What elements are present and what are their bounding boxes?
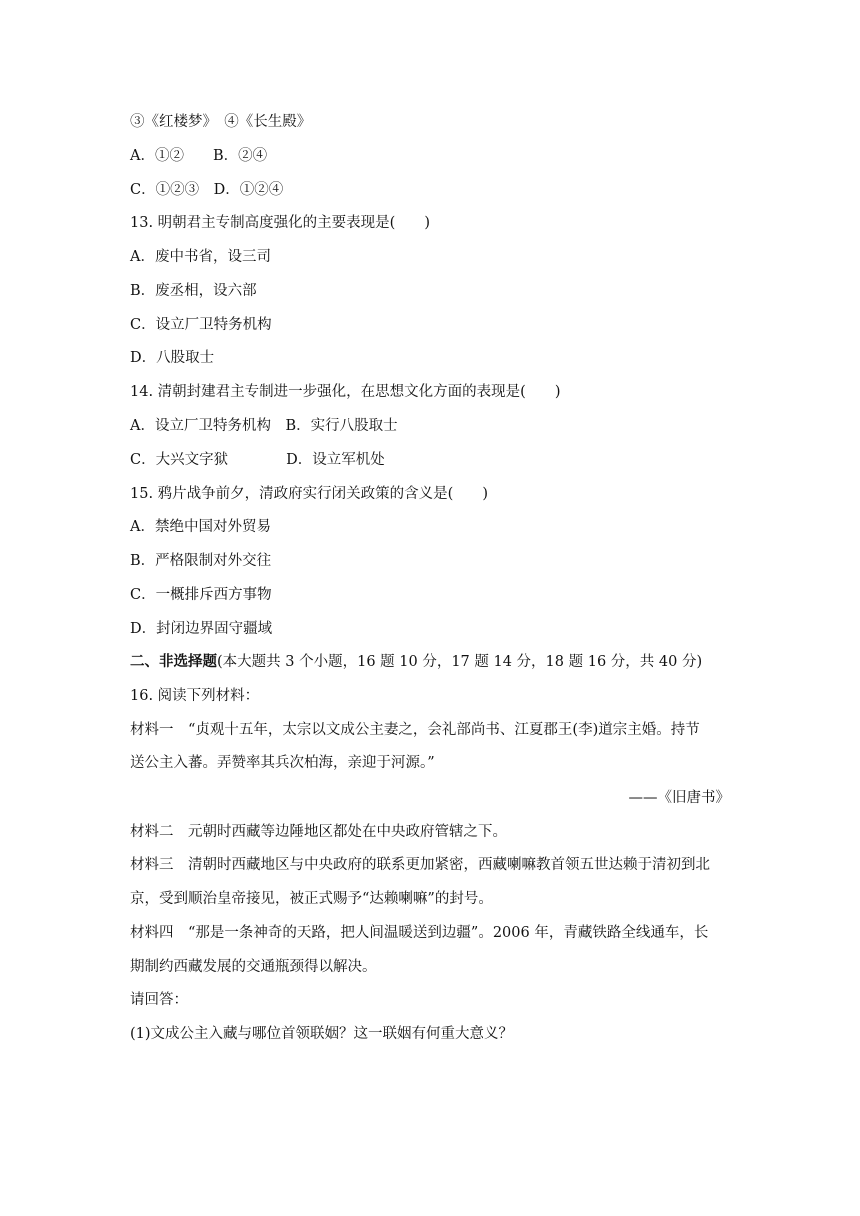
answer-prompt: 请回答： (130, 992, 188, 1008)
q15-stem: 15. 鸦片战争前夕，清政府实行闭关政策的含义是( ) (130, 486, 488, 502)
material-1-line-1: 材料一 “贞观十五年，太宗以文成公主妻之，会礼部尚书、江夏郡王(李)道宗主婚。持节 (130, 722, 700, 738)
section-heading-title: 二、非选择题 (130, 653, 217, 670)
material-2: 材料二 元朝时西藏等边陲地区都处在中央政府管辖之下。 (130, 824, 507, 840)
q14-options-cd: C．大兴文字狱 D．设立军机处 (130, 452, 385, 468)
material-4-line-1: 材料四 “那是一条神奇的天路，把人间温暖送到边疆”。2006 年，青藏铁路全线通车，长 (130, 925, 709, 941)
material-3-line-1: 材料三 清朝时西藏地区与中央政府的联系更加紧密，西藏喇嘛教首领五世达赖于清初到北 (130, 857, 710, 873)
q14-options-ab: A．设立厂卫特务机构 B．实行八股取士 (130, 418, 398, 434)
q13-option-c: C．设立厂卫特务机构 (130, 317, 272, 333)
material-4-line-2: 期制约西藏发展的交通瓶颈得以解决。 (130, 959, 377, 975)
material-1-line-2: 送公主入蕃。弄赞率其兵次柏海，亲迎于河源。” (130, 755, 435, 771)
q12-options-34: ③《红楼梦》 ④《长生殿》 (130, 114, 312, 130)
section-heading-note: (本大题共 3 个小题，16 题 10 分，17 题 14 分，18 题 16 分，共 40 分) (217, 654, 703, 670)
q13-stem: 13. 明朝君主专制高度强化的主要表现是( ) (130, 215, 430, 231)
q12-choice-ab: A．①② B．②④ (130, 148, 268, 164)
q16-stem: 16. 阅读下列材料： (130, 688, 260, 704)
material-3-line-2: 京，受到顺治皇帝接见，被正式赐予“达赖喇嘛”的封号。 (130, 891, 493, 907)
q12-choice-cd: C．①②③ D．①②④ (130, 182, 284, 198)
q14-stem: 14. 清朝封建君主专制进一步强化，在思想文化方面的表现是( ) (130, 384, 561, 400)
q15-option-a: A．禁绝中国对外贸易 (130, 519, 271, 535)
q15-option-c: C．一概排斥西方事物 (130, 587, 272, 603)
q16-subquestion-1: (1)文成公主入藏与哪位首领联姻？这一联姻有何重大意义？ (130, 1026, 514, 1042)
section-heading (130, 652, 702, 672)
q13-option-d: D．八股取士 (130, 350, 215, 366)
q15-option-d: D．封闭边界固守疆域 (130, 621, 273, 637)
material-1-source: ——《旧唐书》 (628, 790, 730, 806)
q13-option-b: B．废丞相，设六部 (130, 283, 257, 299)
q13-option-a: A．废中书省，设三司 (130, 249, 271, 265)
q15-option-b: B．严格限制对外交往 (130, 553, 272, 569)
